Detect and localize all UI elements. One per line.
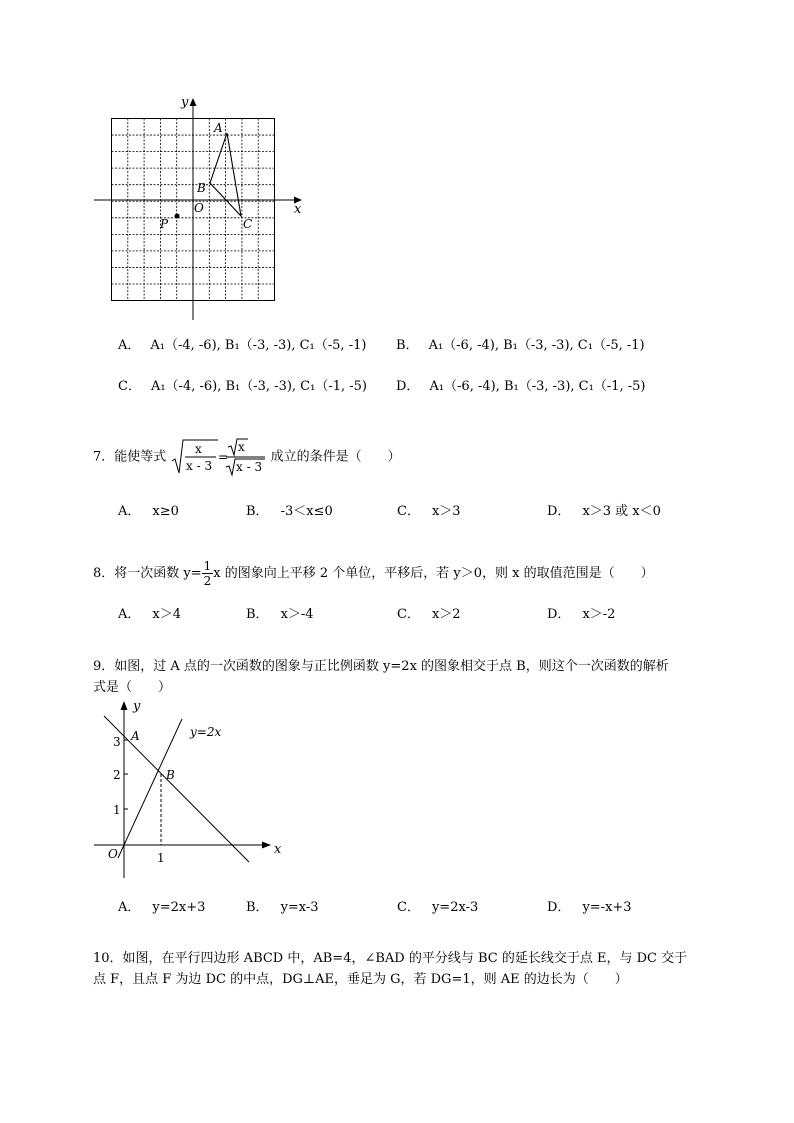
q9-label-x1: 1 xyxy=(157,851,165,865)
q8-option-b[interactable]: B． x＞-4 xyxy=(246,607,314,622)
q6-label-c: C xyxy=(243,217,253,231)
q6-point-p xyxy=(175,214,180,219)
q6-option-d[interactable]: D． A₁（-6, -4), B₁（-3, -3), C₁（-1, -5) xyxy=(396,379,646,394)
q7-option-b[interactable]: B． -3＜x≤0 xyxy=(246,504,333,519)
q9-stem-line1: 9．如图，过 A 点的一次函数的图象与正比例函数 y=2x 的图象相交于点 B，则这个一次函数的解析 xyxy=(93,659,669,674)
q9-label-eq: y=2x xyxy=(190,725,222,739)
q6-y-arrow xyxy=(190,98,197,106)
svg-text:x: x xyxy=(238,440,246,454)
q9-option-c[interactable]: C． y=2x-3 xyxy=(397,900,479,915)
q10-stem-line2: 点 F，且点 F 为边 DC 的中点，DG⊥AE，垂足为 G，若 DG=1，则 AE 的边长为（ ） xyxy=(93,972,628,987)
q7-equation xyxy=(170,437,266,477)
q6-label-x: x xyxy=(294,202,302,217)
q6-grid-figure xyxy=(90,92,310,324)
q9-label-o: O xyxy=(108,847,118,861)
q6-label-y: y xyxy=(181,95,189,110)
q6-option-b[interactable]: B． A₁（-6, -4), B₁（-3, -3), C₁（-5, -1) xyxy=(396,338,645,353)
q6-label-a: A xyxy=(214,121,223,135)
q9-label-y: y xyxy=(133,699,141,714)
q9-y-arrow xyxy=(121,701,128,710)
svg-text:x - 3: x - 3 xyxy=(186,459,213,473)
q9-option-a[interactable]: A． y=2x+3 xyxy=(118,900,206,915)
svg-text:x - 3: x - 3 xyxy=(236,460,263,474)
q8-fraction: $\frac{1}{2}$ xyxy=(203,559,212,588)
q9-option-d[interactable]: D． y=-x+3 xyxy=(547,900,632,915)
q6-label-b: B xyxy=(197,181,206,195)
q6-option-c[interactable]: C． A₁（-4, -6), B₁（-3, -3), C₁（-1, -5) xyxy=(118,379,367,394)
q8-option-d[interactable]: D． x＞-2 xyxy=(547,607,616,622)
q7-option-c[interactable]: C． x＞3 xyxy=(397,504,461,519)
q7-option-a[interactable]: A． x≥0 xyxy=(118,504,179,519)
q8-option-c[interactable]: C． x＞2 xyxy=(397,607,461,622)
q6-label-p: P xyxy=(160,217,169,231)
q9-label-x: x xyxy=(274,842,282,857)
q9-option-b[interactable]: B． y=x-3 xyxy=(246,900,319,915)
svg-text:=: = xyxy=(218,450,229,464)
q9-stem-line2: 式是（ ） xyxy=(93,680,172,695)
q10-stem-line1: 10．如图，在平行四边形 ABCD 中，AB=4，∠BAD 的平分线与 BC 的延长线交于点 E，与 DC 交于 xyxy=(93,951,688,966)
q9-label-3: 3 xyxy=(113,735,121,749)
svg-text:x: x xyxy=(195,442,203,456)
q8-option-a[interactable]: A． x＞4 xyxy=(118,607,181,622)
q7-option-d[interactable]: D． x＞3 或 x＜0 xyxy=(547,504,661,519)
q9-label-a: A xyxy=(131,729,140,743)
q6-option-a[interactable]: A． A₁（-4, -6), B₁（-3, -3), C₁（-5, -1) xyxy=(118,338,367,353)
q7-stem: 7．能使等式 x x - 3 = x x - 3 成立的条件是（ ） xyxy=(93,437,401,477)
q9-label-1: 1 xyxy=(113,803,121,817)
q6-label-o: O xyxy=(194,201,204,215)
q9-label-b: B xyxy=(166,768,175,782)
q9-graph-figure xyxy=(90,696,290,886)
q9-label-2: 2 xyxy=(113,768,121,782)
q8-stem: 8．将一次函数 y= $\frac{1}{2}$ x 的图象向上平移 2 个单位，平移后，若 y＞0，则 x 的取值范围是（ ） xyxy=(93,559,654,588)
q9-x-arrow xyxy=(262,842,271,849)
